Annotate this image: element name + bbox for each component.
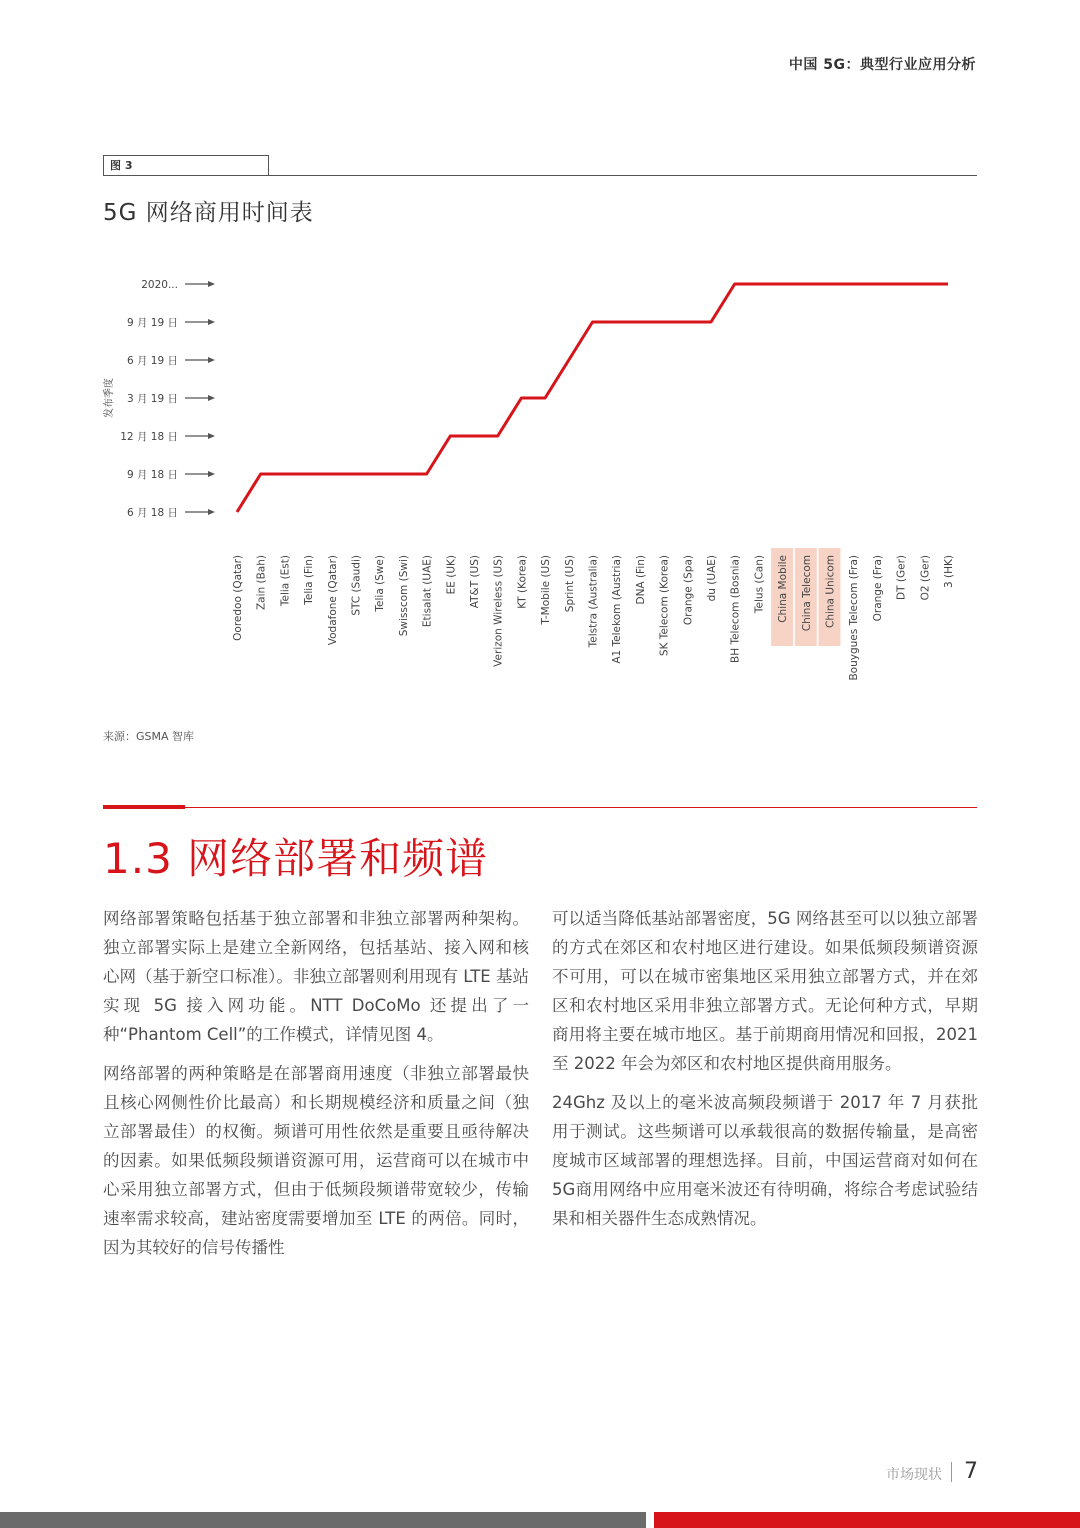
y-tick-label: 12 月 18 日	[120, 431, 178, 443]
category-label: BH Telecom (Bosnia)	[729, 555, 742, 663]
category-label: Swisscom (Swi)	[397, 555, 410, 637]
footer-bar-red	[654, 1512, 1080, 1528]
y-tick-label: 3 月 19 日	[126, 393, 178, 405]
section-rule-accent	[103, 805, 185, 809]
y-tick-arrowhead	[208, 395, 215, 401]
paragraph: 网络部署策略包括基于独立部署和非独立部署两种架构。独立部署实际上是建立全新网络，包括基站、接入网和核心网（基于新空口标准）。非独立部署则利用现有 LTE 基站实现 5G 接入网功能。NTT DoCoMo 还提出了一种“Phantom Cell”的工作模式，详情见图 4。	[103, 909, 529, 1044]
y-tick-label: 6 月 18 日	[126, 507, 178, 519]
y-tick-arrowhead	[208, 281, 215, 287]
y-tick-arrowhead	[208, 471, 215, 477]
category-label: Sprint (US)	[563, 555, 576, 613]
category-label: KT (Korea)	[516, 555, 529, 609]
y-tick-arrowhead	[208, 509, 215, 515]
category-label: Vodafone (Qatar)	[326, 555, 339, 646]
figure-source: 来源：GSMA 智库	[103, 730, 195, 743]
footer-separator	[951, 1462, 952, 1482]
category-label: Ooredoo (Qatar)	[232, 555, 244, 641]
paragraph: 24Ghz 及以上的毫米波高频段频谱于 2017 年 7 月获批用于测试。这些频谱可以承载很高的数据传输量，是高密度城市区域部署的理想选择。目前，中国运营商对如何在5G商用网络中应用毫米波还有待明确，将综合考虑试验结果和相关器件生态成熟情况。	[552, 1093, 978, 1228]
paragraph: 网络部署的两种策略是在部署商用速度（非独立部署最快且核心网侧性价比最高）和长期规模经济和质量之间（独立部署最佳）的权衡。频谱可用性依然是重要且亟待解决的因素。如果低频段频谱资源可用，运营商可以在城市中心采用独立部署方式，但由于低频段频谱带宽较少，传输速率需求较高，建站密度需要增加至 LTE 的两倍。同时，因为其较好的信号传播性	[103, 1064, 529, 1257]
y-tick-label: 9 月 18 日	[126, 469, 178, 481]
y-axis-label: 发布季度	[104, 378, 115, 418]
category-label: Bouygues Telecom (Fra)	[848, 555, 861, 681]
category-label: Telia (Swe)	[374, 555, 387, 612]
category-label: STC (Saudi)	[350, 555, 363, 616]
paragraph: 可以适当降低基站部署密度，5G 网络甚至可以以独立部署的方式在郊区和农村地区进行建设。如果低频段频谱资源不可用，可以在城市密集地区采用独立部署方式，并在郊区和农村地区采用非独立部署方式。无论何种方式，早期商用将主要在城市地区。基于前期商用情况和回报，2021 至 2022 年会为郊区和农村地区提供商用服务。	[552, 909, 978, 1073]
category-label: Verizon Wireless (US)	[492, 555, 505, 667]
series-line	[237, 284, 948, 512]
category-label: Etisalat (UAE)	[421, 555, 434, 628]
category-label: O2 (Ger)	[919, 555, 932, 601]
category-label: T-Mobile (US)	[540, 555, 553, 625]
category-label: Telia (Fin)	[303, 555, 316, 605]
page-number: 7	[964, 1459, 978, 1484]
footer-bar-gray	[0, 1512, 646, 1528]
timeline-chart	[90, 250, 990, 710]
category-label: DNA (Fin)	[634, 555, 647, 605]
section-rule	[103, 807, 977, 808]
category-label: Telia (Est)	[279, 555, 292, 607]
y-tick-arrowhead	[208, 433, 215, 439]
category-label: DT (Ger)	[895, 555, 908, 600]
section-title: 1.3 网络部署和频谱	[103, 834, 489, 883]
y-tick-label: 6 月 19 日	[126, 355, 178, 367]
figure-rule	[103, 175, 977, 176]
category-label: China Unicom	[824, 555, 837, 629]
y-tick-label: 2020...	[141, 279, 178, 291]
category-label: China Telecom	[800, 555, 813, 632]
category-label: Telus (Can)	[753, 555, 766, 614]
figure-tag: 图 3	[103, 155, 269, 175]
category-label: 3 (HK)	[943, 555, 955, 588]
text-column-right	[552, 904, 978, 1243]
category-label: EE (UK)	[445, 555, 458, 595]
category-label: A1 Telekom (Austria)	[611, 555, 624, 664]
category-label: Telstra (Australia)	[587, 555, 600, 648]
category-label: Orange (Fra)	[871, 555, 884, 622]
category-label: Zain (Bah)	[255, 555, 268, 611]
y-tick-arrowhead	[208, 357, 215, 363]
category-label: AT&T (US)	[469, 555, 481, 609]
figure-title: 5G 网络商用时间表	[103, 200, 314, 226]
category-label: SK Telecom (Korea)	[658, 555, 671, 657]
text-column-left	[103, 904, 529, 1272]
category-label: Orange (Spa)	[682, 555, 695, 626]
running-header: 中国 5G：典型行业应用分析	[788, 57, 976, 73]
y-tick-arrowhead	[208, 319, 215, 325]
category-label: du (UAE)	[706, 555, 718, 602]
category-label: China Mobile	[777, 555, 790, 623]
y-tick-label: 9 月 19 日	[126, 317, 178, 329]
footer-section-label: 市场现状	[886, 1467, 942, 1483]
